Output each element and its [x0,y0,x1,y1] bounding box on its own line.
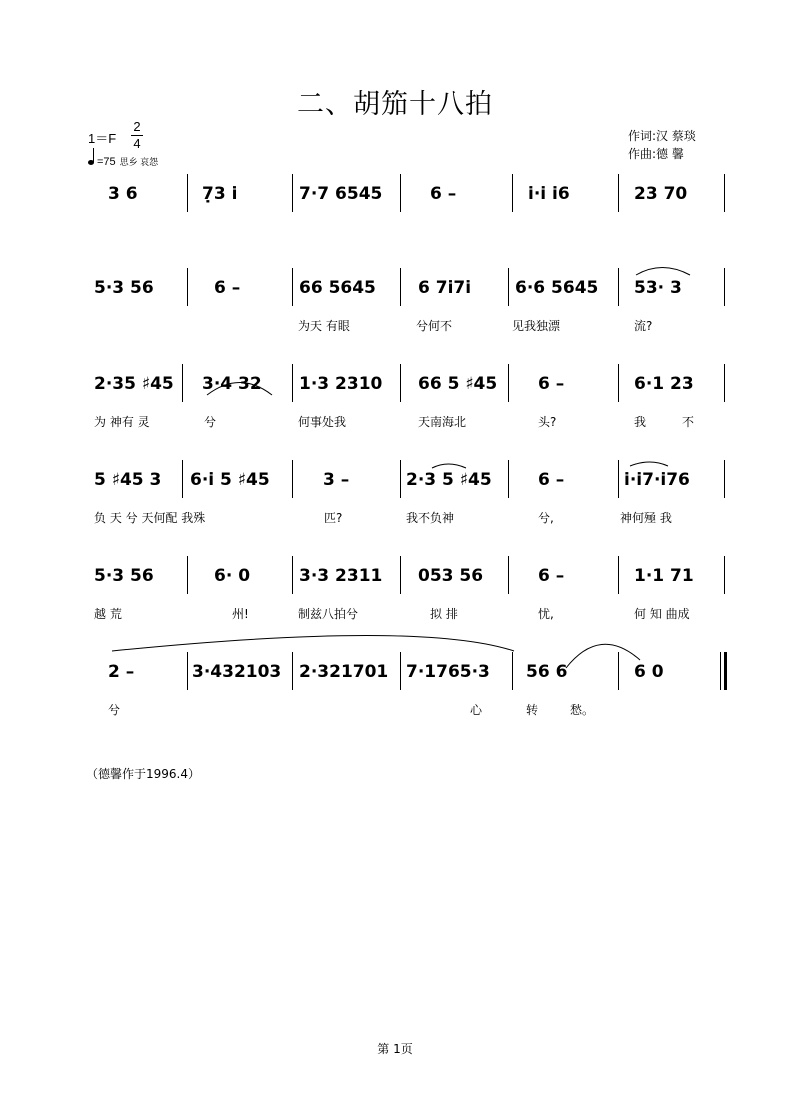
footnote: （德馨作于1996.4） [86,767,200,781]
measure: 1·1 71 [634,566,694,586]
measure: 3 6 [108,184,138,204]
composer-credit: 作曲:德 馨 [628,147,684,161]
quarter-note-icon [88,160,94,165]
staff-system-4 [88,460,728,500]
lyric-line: 匹? [324,511,343,525]
measure: 2·3 5 ♯45 [406,470,492,490]
lyric-line: 天南海北 [418,415,467,429]
staff-system-1 [88,174,728,214]
measure: 1·3 2310 [299,374,383,394]
measure: 5 ♯45 3 [94,470,162,490]
page-number: 第 1页 [377,1042,413,1056]
measure: 6 – [214,278,241,298]
lyric-line: 不 [682,415,695,429]
lyric-line: 见我独漂 [512,319,561,333]
measure: 6 7i̇7i̇ [418,278,472,298]
measure: 7·1765·3 [406,662,490,682]
lyric-line: 为天 有眼 [298,319,350,333]
lyric-line: 负 天 兮 天何配 我殊 [94,511,206,525]
lyric-line: 我不负神 [406,511,455,525]
measure: 3 – [323,470,350,490]
measure: 7̣3 i̇ [202,184,238,204]
lyric-line: 兮 [108,703,121,717]
measure: 3·4 32 [202,374,262,394]
lyricist-credit: 作词:汉 蔡琰 [628,129,696,143]
time-signature [131,120,143,151]
measure: 66 5 ♯45 [418,374,498,394]
measure: 2·35 ♯45 [94,374,174,394]
song-title: 二、胡笳十八拍 [297,89,493,120]
lyric-line: 忧, [538,607,554,621]
time-signature-bottom: 4 [133,136,141,151]
measure: 6 – [538,470,565,490]
tempo-value: =75 [97,156,116,168]
lyric-line: 心 [470,703,483,717]
measure: i̇·i̇ i̇6 [528,184,570,204]
staff-system-2 [88,268,728,308]
expression-marking: 思乡 哀怨 [119,157,159,167]
measure: 6 – [538,566,565,586]
measure: 6·6 5645 [515,278,599,298]
measure: 6·i̇ 5 ♯45 [190,470,270,490]
lyric-line: 我 [634,415,647,429]
lyric-line: 何 知 曲成 [634,607,690,621]
lyric-line: 兮何不 [416,319,453,333]
measure: 3·3 2311 [299,566,383,586]
lyric-line: 为 神有 灵 [94,415,150,429]
lyric-line: 越 荒 [94,607,122,621]
lyric-line: 流? [634,319,653,333]
measure: 53· 3 [634,278,682,298]
lyric-line: 何事处我 [298,415,347,429]
tempo-marking [88,155,158,168]
lyric-line: 拟 排 [430,607,458,621]
measure: 3·432103 [192,662,282,682]
measure: 053 56 [418,566,484,586]
staff-system-6 [88,652,728,692]
lyric-line: 州! [232,607,249,621]
measure: 23 70 [634,184,688,204]
measure: 66 5645 [299,278,376,298]
lyric-line: 转 [526,703,539,717]
measure: 2·321701 [299,662,389,682]
measure: i̇·i̇7·i̇76 [624,470,690,490]
staff-system-5 [88,556,728,596]
lyric-line: 愁。 [570,703,595,717]
key-signature: 1＝F [88,131,117,146]
measure: 6· 0 [214,566,251,586]
measure: 56 6 [526,662,568,682]
staff-system-3 [88,364,728,404]
measure: 2 – [108,662,135,682]
measure: 5·3 56 [94,278,154,298]
lyric-line: 兮 [204,415,217,429]
measure: 6 – [538,374,565,394]
lyric-line: 兮, [538,511,554,525]
measure: 5·3 56 [94,566,154,586]
time-signature-top: 2 [133,119,141,134]
lyric-line: 制兹八拍兮 [298,607,359,621]
lyric-line: 神何殛 我 [620,511,672,525]
measure: 6 – [430,184,457,204]
measure: 7·7 6545 [299,184,383,204]
measure: 6·1 23 [634,374,694,394]
lyric-line: 头? [538,415,557,429]
measure: 6 0 [634,662,664,682]
